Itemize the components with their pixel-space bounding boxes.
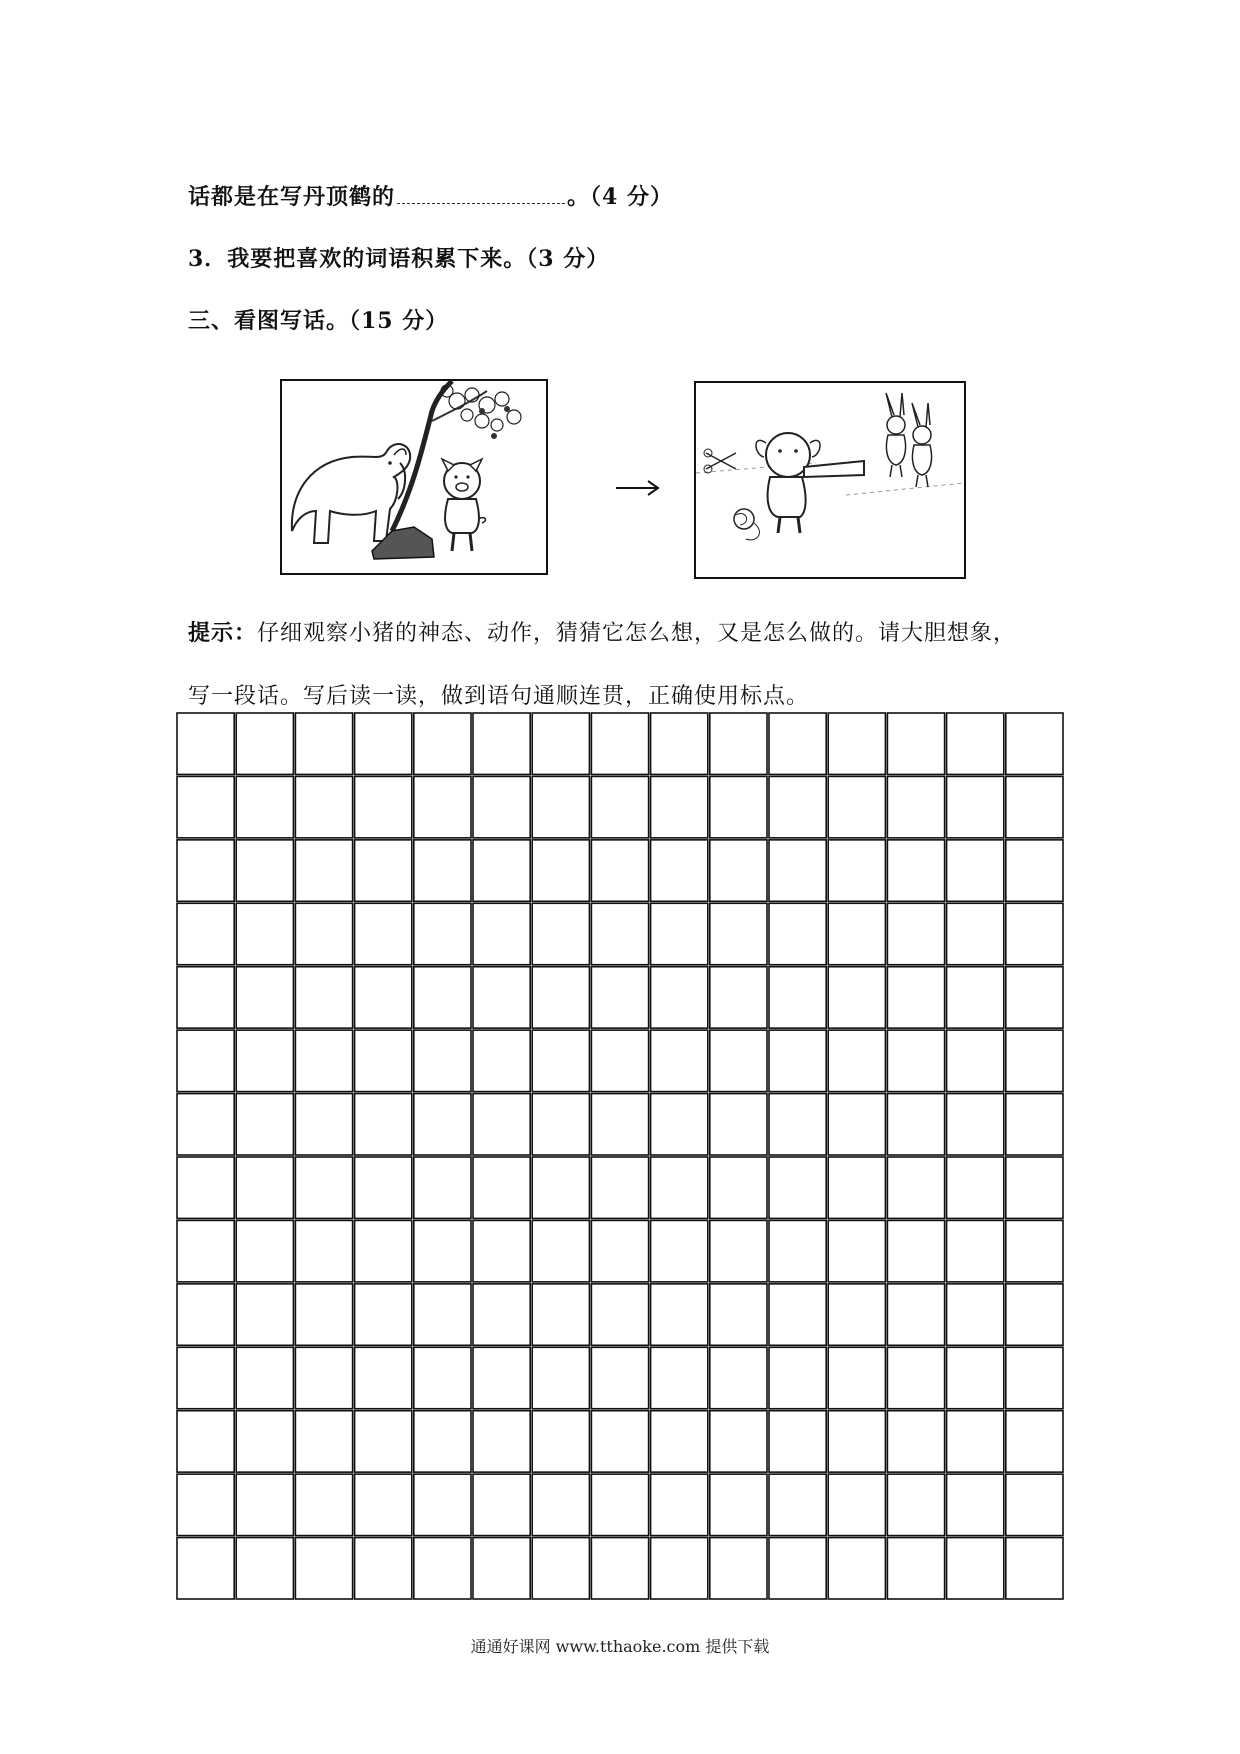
grid-cell[interactable] [591,1220,648,1281]
grid-cell[interactable] [591,1157,648,1218]
grid-cell[interactable] [355,1411,412,1472]
grid-cell[interactable] [414,1474,471,1535]
grid-cell[interactable] [947,1474,1004,1535]
grid-cell[interactable] [769,840,826,901]
grid-cell[interactable] [532,903,589,964]
grid-cell[interactable] [887,1094,944,1155]
grid-cell[interactable] [532,967,589,1028]
grid-cell[interactable] [591,1094,648,1155]
grid-cell[interactable] [710,713,767,774]
grid-cell[interactable] [651,776,708,837]
grid-cell[interactable] [414,1347,471,1408]
grid-cell[interactable] [177,840,234,901]
question-2-continuation [188,180,673,211]
grid-cell[interactable] [651,1220,708,1281]
grid-cell[interactable] [1006,1030,1063,1091]
grid-cell[interactable] [295,1157,352,1218]
grid-cell[interactable] [177,1030,234,1091]
grid-cell[interactable] [1006,967,1063,1028]
grid-cell[interactable] [887,903,944,964]
grid-cell[interactable] [591,967,648,1028]
grid-cell[interactable] [473,1030,530,1091]
grid-cell[interactable] [1006,776,1063,837]
grid-cell[interactable] [1006,1284,1063,1345]
q2-suffix: 。（4 分） [567,184,673,210]
grid-cell[interactable] [414,776,471,837]
grid-cell[interactable] [769,1220,826,1281]
grid-cell[interactable] [355,1220,412,1281]
grid-cell[interactable] [355,776,412,837]
grid-cell[interactable] [651,967,708,1028]
grid-cell[interactable] [532,713,589,774]
grid-cell[interactable] [473,1220,530,1281]
grid-cell[interactable] [710,1220,767,1281]
grid-cell[interactable] [473,840,530,901]
grid-cell[interactable] [177,1411,234,1472]
grid-cell[interactable] [532,1411,589,1472]
grid-cell[interactable] [295,967,352,1028]
picture-elephant-and-pig [280,379,548,575]
grid-cell[interactable] [473,1411,530,1472]
grid-cell[interactable] [769,1157,826,1218]
grid-cell[interactable] [177,1474,234,1535]
grid-cell[interactable] [414,840,471,901]
grid-cell[interactable] [828,776,885,837]
grid-cell[interactable] [532,776,589,837]
grid-cell[interactable] [947,1030,1004,1091]
grid-cell[interactable] [887,1474,944,1535]
grid-cell[interactable] [414,1094,471,1155]
grid-cell[interactable] [295,713,352,774]
grid-cell[interactable] [1006,713,1063,774]
grid-cell[interactable] [591,903,648,964]
grid-cell[interactable] [651,840,708,901]
grid-cell[interactable] [532,840,589,901]
grid-cell[interactable] [236,903,293,964]
grid-cell[interactable] [177,1538,234,1599]
grid-cell[interactable] [473,713,530,774]
grid-cell[interactable] [295,1094,352,1155]
grid-cell[interactable] [887,713,944,774]
grid-cell[interactable] [414,1538,471,1599]
grid-cell[interactable] [295,1284,352,1345]
grid-cell[interactable] [473,1094,530,1155]
grid-cell[interactable] [236,840,293,901]
grid-cell[interactable] [414,1220,471,1281]
grid-cell[interactable] [236,1094,293,1155]
grid-cell[interactable] [769,1030,826,1091]
grid-cell[interactable] [295,1220,352,1281]
grid-cell[interactable] [769,1284,826,1345]
grid-cell[interactable] [887,1157,944,1218]
grid-cell[interactable] [295,840,352,901]
grid-cell[interactable] [236,1157,293,1218]
grid-cell[interactable] [887,776,944,837]
grid-cell[interactable] [295,776,352,837]
grid-cell[interactable] [177,1094,234,1155]
grid-cell[interactable] [591,1030,648,1091]
answer-blank[interactable] [397,183,565,204]
grid-cell[interactable] [236,1220,293,1281]
grid-cell[interactable] [1006,1157,1063,1218]
grid-cell[interactable] [473,1157,530,1218]
grid-cell[interactable] [355,840,412,901]
grid-cell[interactable] [710,903,767,964]
grid-cell[interactable] [710,1157,767,1218]
grid-cell[interactable] [651,713,708,774]
grid-cell[interactable] [828,1347,885,1408]
grid-cell[interactable] [236,1474,293,1535]
grid-cell[interactable] [828,1411,885,1472]
grid-cell[interactable] [236,713,293,774]
grid-cell[interactable] [710,1411,767,1472]
grid-cell[interactable] [947,713,1004,774]
grid-cell[interactable] [710,967,767,1028]
grid-cell[interactable] [532,1030,589,1091]
grid-cell[interactable] [710,776,767,837]
grid-cell[interactable] [177,967,234,1028]
grid-cell[interactable] [473,776,530,837]
grid-cell[interactable] [295,1538,352,1599]
footer-source: 通通好课网 www.tthaoke.com 提供下载 [470,1637,770,1656]
grid-cell[interactable] [769,1411,826,1472]
grid-cell[interactable] [295,1030,352,1091]
grid-cell[interactable] [591,776,648,837]
grid-cell[interactable] [295,903,352,964]
grid-cell[interactable] [177,713,234,774]
section-3-title: 三、看图写话。（15 分） [188,308,449,334]
grid-cell[interactable] [828,967,885,1028]
grid-cell[interactable] [769,1347,826,1408]
grid-cell[interactable] [177,903,234,964]
grid-cell[interactable] [710,1030,767,1091]
grid-cell[interactable] [473,1538,530,1599]
grid-cell[interactable] [295,1411,352,1472]
grid-cell[interactable] [887,1030,944,1091]
grid-cell[interactable] [769,1474,826,1535]
grid-cell[interactable] [651,1284,708,1345]
grid-cell[interactable] [828,840,885,901]
grid-cell[interactable] [177,1347,234,1408]
grid-cell[interactable] [473,1284,530,1345]
grid-cell[interactable] [828,1157,885,1218]
grid-cell[interactable] [1006,1347,1063,1408]
grid-cell[interactable] [532,1157,589,1218]
grid-cell[interactable] [591,1538,648,1599]
question-3: 3．我要把喜欢的词语积累下来。（3 分） [188,246,610,272]
grid-cell[interactable] [947,840,1004,901]
grid-cell[interactable] [355,903,412,964]
grid-cell[interactable] [355,1157,412,1218]
grid-cell[interactable] [651,1474,708,1535]
grid-cell[interactable] [355,1474,412,1535]
grid-cell[interactable] [947,1538,1004,1599]
grid-cell[interactable] [355,713,412,774]
grid-cell[interactable] [828,1474,885,1535]
grid-cell[interactable] [1006,1220,1063,1281]
grid-cell[interactable] [591,713,648,774]
grid-cell[interactable] [1006,1411,1063,1472]
grid-cell[interactable] [947,903,1004,964]
grid-cell[interactable] [236,1284,293,1345]
grid-cell[interactable] [1006,903,1063,964]
grid-cell[interactable] [1006,1538,1063,1599]
grid-cell[interactable] [710,1284,767,1345]
grid-cell[interactable] [591,1347,648,1408]
grid-cell[interactable] [828,713,885,774]
grid-cell[interactable] [414,1411,471,1472]
grid-cell[interactable] [947,1220,1004,1281]
grid-cell[interactable] [651,1538,708,1599]
grid-cell[interactable] [177,776,234,837]
grid-cell[interactable] [473,903,530,964]
grid-cell[interactable] [414,903,471,964]
grid-cell[interactable] [414,967,471,1028]
grid-cell[interactable] [651,903,708,964]
picture-pig-with-trunk [694,381,966,579]
grid-cell[interactable] [236,1030,293,1091]
grid-cell[interactable] [1006,1094,1063,1155]
grid-cell[interactable] [236,967,293,1028]
grid-cell[interactable] [947,1284,1004,1345]
grid-cell[interactable] [355,1094,412,1155]
grid-cell[interactable] [236,1347,293,1408]
grid-cell[interactable] [769,776,826,837]
grid-cell[interactable] [177,1284,234,1345]
grid-cell[interactable] [710,1094,767,1155]
writing-grid[interactable] [176,712,1064,1600]
grid-cell[interactable] [887,967,944,1028]
grid-cell[interactable] [355,967,412,1028]
grid-cell[interactable] [947,1347,1004,1408]
grid-cell[interactable] [710,1538,767,1599]
grid-cell[interactable] [887,1220,944,1281]
pig-rabbits-illustration [696,383,964,577]
grid-cell[interactable] [769,903,826,964]
grid-cell[interactable] [295,1474,352,1535]
q2-prefix: 话都是在写丹顶鹤的 [188,184,396,210]
grid-cell[interactable] [769,713,826,774]
grid-cell[interactable] [887,1538,944,1599]
grid-cell[interactable] [651,1030,708,1091]
grid-cell[interactable] [828,1030,885,1091]
grid-cell[interactable] [947,776,1004,837]
grid-cell[interactable] [414,1030,471,1091]
grid-cell[interactable] [532,1220,589,1281]
grid-cell[interactable] [355,1284,412,1345]
grid-cell[interactable] [473,1347,530,1408]
grid-cell[interactable] [887,1347,944,1408]
grid-cell[interactable] [828,903,885,964]
grid-cell[interactable] [236,776,293,837]
grid-cell[interactable] [651,1157,708,1218]
grid-cell[interactable] [591,1474,648,1535]
grid-cell[interactable] [473,967,530,1028]
grid-cell[interactable] [355,1030,412,1091]
grid-cell[interactable] [591,1411,648,1472]
grid-cell[interactable] [651,1094,708,1155]
grid-cell[interactable] [828,1538,885,1599]
grid-cell[interactable] [532,1284,589,1345]
grid-cell[interactable] [710,1474,767,1535]
grid-cell[interactable] [710,840,767,901]
grid-cell[interactable] [887,1284,944,1345]
grid-cell[interactable] [414,1157,471,1218]
hint-line-1 [188,616,1016,647]
grid-cell[interactable] [473,1474,530,1535]
grid-cell[interactable] [947,1157,1004,1218]
hint-line-2: 写一段话。写后读一读，做到语句通顺连贯，正确使用标点。 [188,684,810,709]
grid-cell[interactable] [532,1474,589,1535]
elephant-pig-illustration [282,381,546,573]
hint-label: 提示： [188,620,258,646]
grid-cell[interactable] [591,840,648,901]
grid-cell[interactable] [532,1538,589,1599]
grid-cell[interactable] [532,1094,589,1155]
grid-cell[interactable] [414,713,471,774]
grid-cell[interactable] [355,1347,412,1408]
grid-cell[interactable] [651,1411,708,1472]
grid-cell[interactable] [947,1411,1004,1472]
grid-cell[interactable] [355,1538,412,1599]
grid-cell[interactable] [591,1284,648,1345]
grid-cell[interactable] [414,1284,471,1345]
grid-cell[interactable] [887,1411,944,1472]
grid-cell[interactable] [947,1094,1004,1155]
grid-cell[interactable] [769,1538,826,1599]
grid-cell[interactable] [295,1347,352,1408]
grid-cell[interactable] [1006,1474,1063,1535]
grid-cell[interactable] [651,1347,708,1408]
grid-cell[interactable] [828,1094,885,1155]
grid-cell[interactable] [887,840,944,901]
grid-cell[interactable] [947,967,1004,1028]
grid-cell[interactable] [236,1538,293,1599]
grid-cell[interactable] [828,1284,885,1345]
grid-cell[interactable] [532,1347,589,1408]
grid-cell[interactable] [710,1347,767,1408]
arrow-right-icon [614,478,662,498]
grid-cell[interactable] [769,967,826,1028]
grid-cell[interactable] [236,1411,293,1472]
grid-cell[interactable] [769,1094,826,1155]
grid-cell[interactable] [177,1220,234,1281]
grid-cell[interactable] [1006,840,1063,901]
hint-text-1: 仔细观察小猪的神态、动作，猜猜它怎么想，又是怎么做的。请大胆想象， [257,621,1017,646]
grid-cell[interactable] [828,1220,885,1281]
grid-cell[interactable] [177,1157,234,1218]
